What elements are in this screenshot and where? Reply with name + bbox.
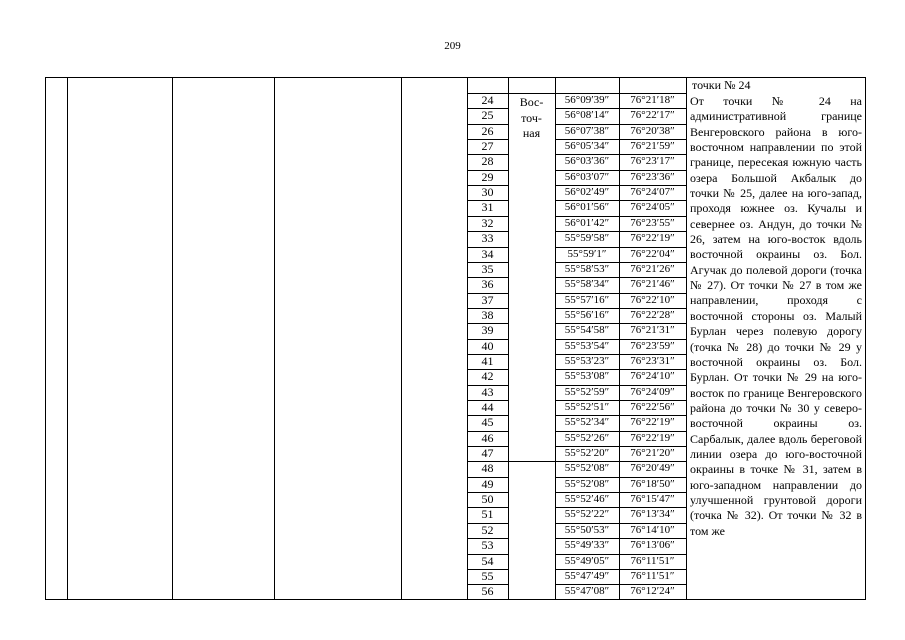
point-number: 52 <box>481 522 494 537</box>
longitude-cell: 76°21′26″ <box>630 262 675 275</box>
latitude-cell: 55°58′34″ <box>564 278 610 291</box>
latitude-cell: 55°52′08″ <box>564 477 610 490</box>
longitude-cell: 76°24′09″ <box>630 385 675 398</box>
latitude-cell: 56°08′14″ <box>564 109 610 122</box>
zone-label-line: точ- <box>521 110 542 125</box>
longitude-cell: 76°22′28″ <box>630 308 675 321</box>
latitude-cell: 55°52′20″ <box>564 447 610 460</box>
point-number: 56 <box>481 584 494 599</box>
longitude-cell: 76°24′07″ <box>630 186 675 199</box>
point-number: 29 <box>481 169 494 184</box>
longitude-cell: 76°11′51″ <box>630 569 675 582</box>
longitude-cell: 76°20′49″ <box>630 462 675 475</box>
longitude-cell: 76°20′38″ <box>630 124 675 137</box>
latitude-cell: 55°52′34″ <box>564 416 610 429</box>
point-number: 25 <box>481 108 494 123</box>
point-number: 31 <box>481 200 494 215</box>
longitude-cell: 76°22′56″ <box>630 401 675 413</box>
longitude-cell: 76°23′55″ <box>630 216 675 229</box>
latitude-cell: 55°47′49″ <box>564 569 610 582</box>
longitude-cell: 76°15′47″ <box>630 493 675 506</box>
longitude-cell: 76°24′10″ <box>630 370 675 383</box>
col-border <box>508 77 509 600</box>
col-border <box>172 77 173 600</box>
longitude-cell: 76°21′18″ <box>630 94 675 106</box>
latitude-cell: 56°07′38″ <box>564 124 610 137</box>
latitude-cell: 56°03′07″ <box>564 170 610 183</box>
point-number: 38 <box>481 307 494 322</box>
latitude-cell: 55°58′53″ <box>564 262 610 275</box>
point-number: 24 <box>481 93 494 107</box>
latitude-cell: 55°54′58″ <box>564 324 610 337</box>
longitude-cell: 76°21′46″ <box>630 278 675 291</box>
point-number: 43 <box>481 384 494 399</box>
longitude-cell: 76°12′24″ <box>630 585 675 598</box>
point-number: 55 <box>481 568 494 583</box>
longitude-cell: 76°21′31″ <box>630 324 675 337</box>
zone-label <box>508 95 555 142</box>
point-number: 51 <box>481 507 494 522</box>
point-number: 40 <box>481 338 494 353</box>
longitude-cell: 76°22′04″ <box>630 247 675 260</box>
point-number: 28 <box>481 154 494 169</box>
point-number: 47 <box>481 446 494 461</box>
longitude-cell: 76°22′19″ <box>630 416 675 429</box>
longitude-cell: 76°24′05″ <box>630 201 675 214</box>
point-number: 44 <box>481 400 494 414</box>
longitude-cell: 76°21′59″ <box>630 140 675 153</box>
point-number: 49 <box>481 476 494 491</box>
latitude-cell: 55°49′33″ <box>564 539 610 552</box>
longitude-cell: 76°22′19″ <box>630 232 675 245</box>
point-number: 37 <box>481 292 494 307</box>
longitude-cell: 76°18′50″ <box>630 477 675 490</box>
point-number: 50 <box>481 492 494 507</box>
longitude-cell: 76°23′36″ <box>630 170 675 183</box>
latitude-cell: 56°09′39″ <box>564 94 610 106</box>
longitude-cell: 76°23′17″ <box>630 155 675 168</box>
longitude-cell: 76°22′17″ <box>630 109 675 122</box>
point-number: 48 <box>481 461 494 476</box>
point-number: 53 <box>481 538 494 553</box>
col-border <box>274 77 275 600</box>
longitude-cell: 76°22′10″ <box>630 293 675 306</box>
point-number: 42 <box>481 369 494 384</box>
col-border <box>401 77 402 600</box>
latitude-cell: 55°52′59″ <box>564 385 610 398</box>
route-description: От точки № 24 на административной границе Венгеровского района в юго-восточном направлении по этой границе, пересекая южную часть озера Большой Акбалык до точки № 25, далее на юго-запад, проходя южнее оз. Кучалы и севернее оз. Андун, до точки № 26, затем на юго-восток вдоль восточной окраины оз. Бол. Агучак до полевой дороги (точка № 27). От точки № 27 в том же направлении, проходя с восточной стороны оз. Малый Бурлан через полевую дорогу (точка № 28) до точки № 29 у восточной окраины оз. Бол. Бурлан. От точки № 29 на юго-восток по границе Венгеровского района до точки № 30 у северо-восточной окраины оз. Сарбалык, далее вдоль береговой линии озера до юго-восточной окраины в точке № 31, затем в юго-западном направлении до улучшенной грунтовой дороги (точка № 32). От точки № 32 в том же <box>690 94 862 538</box>
longitude-cell: 76°14′10″ <box>630 523 675 536</box>
latitude-cell: 55°53′54″ <box>564 339 610 352</box>
zone-label-line: ная <box>522 126 541 140</box>
longitude-cell: 76°13′34″ <box>630 508 675 521</box>
latitude-cell: 56°03′36″ <box>564 155 610 168</box>
point-number: 34 <box>481 246 494 261</box>
latitude-cell: 55°52′22″ <box>564 508 610 521</box>
latitude-cell: 55°47′08″ <box>564 585 610 598</box>
point-number: 46 <box>481 430 494 445</box>
latitude-cell: 55°53′08″ <box>564 370 610 383</box>
point-number: 27 <box>481 139 494 154</box>
latitude-cell: 56°02′49″ <box>564 186 610 199</box>
latitude-cell: 55°49′05″ <box>564 554 610 567</box>
latitude-cell: 55°53′23″ <box>564 354 610 367</box>
zone-label-line: Вос- <box>519 95 544 109</box>
latitude-cell: 56°05′34″ <box>564 140 610 153</box>
latitude-cell: 55°57′16″ <box>564 293 610 306</box>
latitude-cell: 55°59′58″ <box>564 232 610 245</box>
longitude-cell: 76°23′31″ <box>630 354 675 367</box>
latitude-cell: 55°50′53″ <box>564 523 610 536</box>
point-number: 45 <box>481 415 494 430</box>
col-border <box>45 77 46 600</box>
point-number: 30 <box>481 185 494 200</box>
longitude-cell: 76°21′20″ <box>630 447 675 460</box>
point-number: 36 <box>481 277 494 292</box>
longitude-cell: 76°23′59″ <box>630 339 675 352</box>
description-continuation: точки № 24 <box>692 78 751 92</box>
point-number: 26 <box>481 123 494 138</box>
latitude-cell: 55°52′51″ <box>564 401 610 413</box>
col-border <box>686 77 687 600</box>
latitude-cell: 55°56′16″ <box>564 308 610 321</box>
col-border <box>865 77 866 600</box>
latitude-cell: 55°52′46″ <box>564 493 610 506</box>
point-number: 54 <box>481 553 494 568</box>
latitude-cell: 55°52′26″ <box>564 431 610 444</box>
boundary-coordinates-table <box>45 77 865 600</box>
col-border <box>67 77 68 600</box>
page-number: 209 <box>444 40 461 52</box>
table-bottom-border <box>45 599 865 600</box>
latitude-cell: 56°01′42″ <box>564 216 610 229</box>
longitude-cell: 76°11′51″ <box>630 554 675 567</box>
point-number: 35 <box>481 261 494 276</box>
longitude-cell: 76°22′19″ <box>630 431 675 444</box>
latitude-cell: 55°59′1″ <box>567 247 607 260</box>
point-number: 32 <box>481 215 494 230</box>
latitude-cell: 55°52′08″ <box>564 462 610 475</box>
latitude-cell: 56°01′56″ <box>564 201 610 214</box>
point-number: 39 <box>481 323 494 338</box>
point-number: 33 <box>481 231 494 246</box>
point-number: 41 <box>481 353 494 368</box>
longitude-cell: 76°13′06″ <box>630 539 675 552</box>
